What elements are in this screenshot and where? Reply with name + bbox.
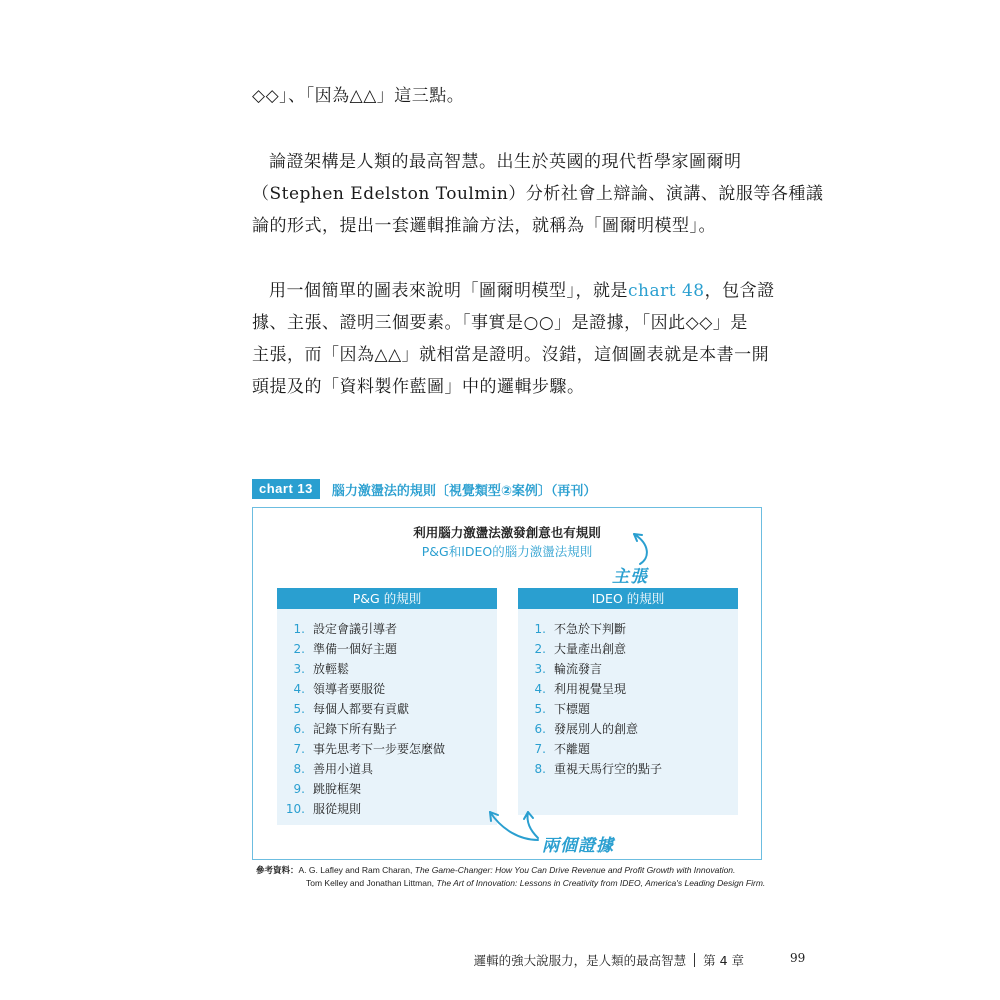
text-line: （Stephen Edelston Toulmin）分析社會上辯論、演講、說服等各種議 — [252, 184, 824, 204]
rule-item — [277, 739, 497, 759]
text-line: 主張，而「因為△△」就相當是證明。沒錯，這個圖表就是本書一開 — [252, 345, 770, 365]
ideo-rules-header: IDEO 的規則 — [518, 588, 738, 609]
chart-48-reference-link[interactable]: chart 48 — [628, 281, 705, 301]
rule-number: 3. — [293, 662, 305, 676]
rule-number: 1. — [534, 622, 546, 636]
rule-number: 4. — [293, 682, 305, 696]
pg-rules-panel — [277, 588, 497, 825]
rule-text: 不急於下判斷 — [554, 622, 627, 636]
rule-item — [518, 719, 738, 739]
running-footer — [474, 951, 744, 969]
text-line: 論證架構是人類的最高智慧。出生於英國的現代哲學家圖爾明 — [269, 152, 742, 172]
rule-number: 8. — [534, 762, 546, 776]
annotation-evidence: 兩個證據 — [542, 836, 614, 856]
rule-number: 2. — [534, 642, 546, 656]
rule-number: 7. — [293, 742, 305, 756]
rule-item — [277, 619, 497, 639]
rule-item — [277, 659, 497, 679]
rule-text: 放輕鬆 — [313, 662, 350, 676]
text-line: 頭提及的「資料製作藍圖」中的邏輯步驟。 — [252, 377, 585, 397]
chart-title: 腦力激盪法的規則〔視覺類型②案例〕（再刊） — [331, 483, 597, 499]
reference-authors: A. G. Lafley and Ram Charan, — [298, 865, 415, 875]
rule-item — [277, 799, 497, 819]
ideo-rules-list — [518, 609, 738, 779]
reference-2 — [256, 877, 765, 890]
rule-number: 6. — [534, 722, 546, 736]
references — [256, 864, 765, 890]
pg-rules-list — [277, 609, 497, 819]
rule-number: 5. — [534, 702, 546, 716]
rule-number: 10. — [285, 802, 305, 816]
chart-content — [252, 0, 762, 1000]
text-line: 論的形式，提出一套邏輯推論方法，就稱為「圖爾明模型」。 — [252, 216, 716, 236]
rule-number: 8. — [293, 762, 305, 776]
ideo-rules-panel — [518, 588, 738, 815]
rule-item — [518, 679, 738, 699]
rule-text: 下標題 — [554, 702, 591, 716]
rule-text: 記錄下所有點子 — [313, 722, 398, 736]
rule-item — [518, 759, 738, 779]
rule-text: 不離題 — [554, 742, 591, 756]
rule-item — [518, 699, 738, 719]
rule-number: 9. — [293, 782, 305, 796]
text-line: ◇◇」、「因為△△」這三點。 — [252, 86, 465, 106]
claim-title: 利用腦力激盪法激發創意也有規則 — [413, 525, 601, 540]
rule-text: 輪流發言 — [554, 662, 603, 676]
text-line: 據、主張、證明三個要素。「事實是○○」是證據，「因此◇◇」是 — [252, 313, 748, 333]
page-number: 99 — [790, 951, 806, 965]
rule-item — [277, 679, 497, 699]
rule-number: 7. — [534, 742, 546, 756]
rule-number: 6. — [293, 722, 305, 736]
rule-text: 每個人都要有貢獻 — [313, 702, 410, 716]
rule-text: 利用視覺呈現 — [554, 682, 627, 696]
chapter-label: 第 4 章 — [703, 953, 744, 968]
reference-1 — [256, 864, 765, 877]
rule-item — [518, 619, 738, 639]
rule-text: 服從規則 — [313, 802, 362, 816]
rule-number: 5. — [293, 702, 305, 716]
rule-item — [277, 719, 497, 739]
rule-item — [277, 779, 497, 799]
rule-number: 1. — [293, 622, 305, 636]
rule-text: 事先思考下一步要怎麼做 — [313, 742, 446, 756]
rule-item — [277, 759, 497, 779]
rule-number: 4. — [534, 682, 546, 696]
reference-title: The Game-Changer: How You Can Drive Revenue and Profit Growth with Innovation. — [414, 865, 736, 875]
page-footer — [0, 951, 1000, 971]
rule-text: 重視天馬行空的點子 — [554, 762, 663, 776]
references-label: 參考資料： — [256, 865, 299, 875]
rule-text: 善用小道具 — [313, 762, 374, 776]
rule-text: 發展別人的創意 — [554, 722, 639, 736]
rule-number: 3. — [534, 662, 546, 676]
rule-text: 設定會議引導者 — [313, 622, 398, 636]
rule-item — [518, 659, 738, 679]
rule-item — [518, 639, 738, 659]
reference-title: The Art of Innovation: Lessons in Creativity from IDEO, America's Leading Design Firm. — [436, 878, 766, 888]
rule-item — [277, 699, 497, 719]
footer-divider — [694, 953, 695, 967]
rule-item — [518, 739, 738, 759]
rule-number: 2. — [293, 642, 305, 656]
chapter-title: 邏輯的強大說服力，是人類的最高智慧 — [473, 953, 687, 968]
chart-badge: chart 13 — [252, 479, 320, 499]
reference-authors: Tom Kelley and Jonathan Littman, — [306, 878, 437, 888]
annotation-claim: 主張 — [612, 567, 648, 587]
text-segment: ，包含證 — [704, 281, 775, 301]
text-segment: 用一個簡單的圖表來說明「圖爾明模型」，就是 — [269, 281, 628, 301]
rule-text: 準備一個好主題 — [313, 642, 398, 656]
pg-rules-header: P&G 的規則 — [277, 588, 497, 609]
rule-text: 領導者要服從 — [313, 682, 386, 696]
rule-item — [277, 639, 497, 659]
rule-text: 跳脫框架 — [313, 782, 362, 796]
claim-subtitle: P&G和IDEO的腦力激盪法規則 — [421, 544, 593, 559]
rule-text: 大量產出創意 — [554, 642, 627, 656]
